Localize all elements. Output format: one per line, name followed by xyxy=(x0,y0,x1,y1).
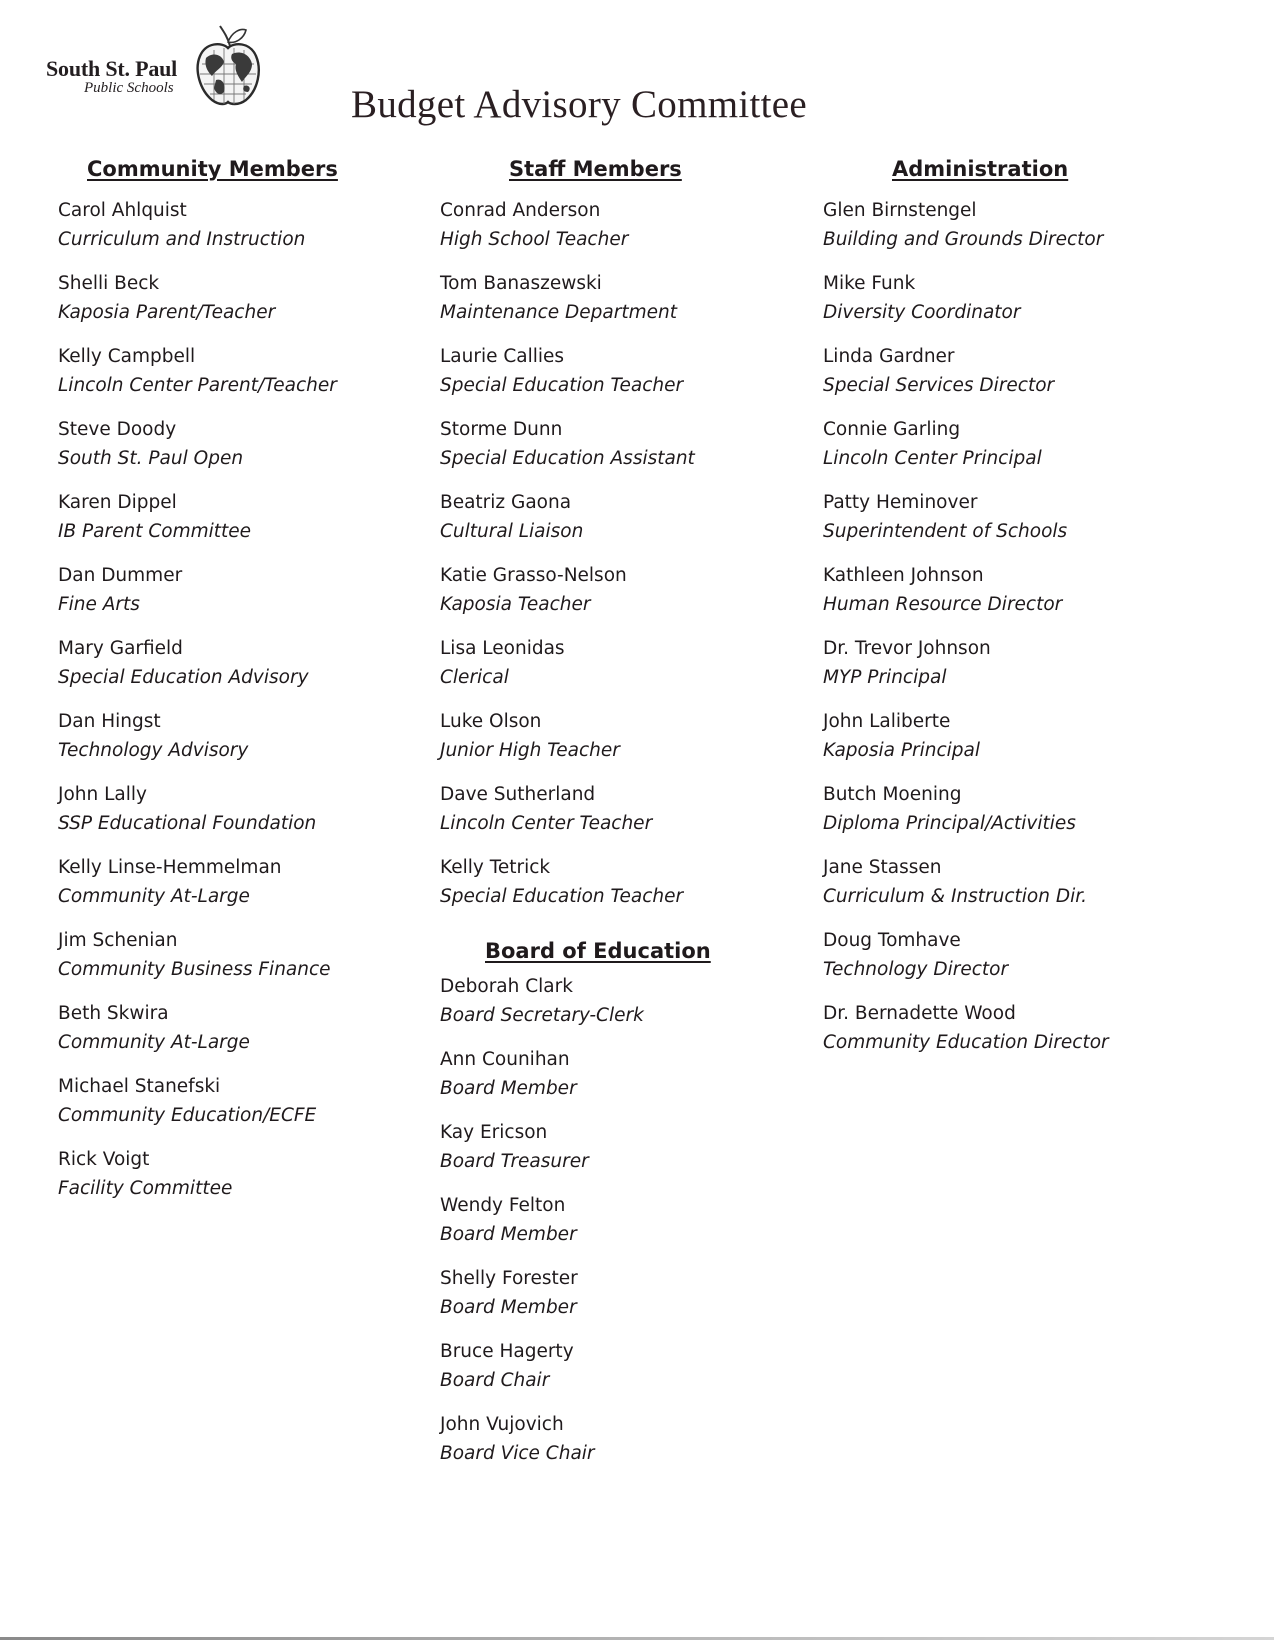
member-role: Special Services Director xyxy=(823,375,1055,396)
member-entry xyxy=(58,1145,418,1218)
member-role: Maintenance Department xyxy=(440,302,677,323)
member-role: Fine Arts xyxy=(58,594,140,615)
member-role: Community At-Large xyxy=(58,886,250,907)
member-entry xyxy=(440,561,800,634)
member-entry xyxy=(58,1072,418,1145)
member-entry xyxy=(440,196,800,269)
community-members-list xyxy=(58,196,418,1218)
member-role: Lincoln Center Teacher xyxy=(440,813,653,834)
member-name: Carol Ahlquist xyxy=(58,200,187,221)
member-role: Superintendent of Schools xyxy=(823,521,1068,542)
member-name: Beth Skwira xyxy=(58,1003,169,1024)
member-entry xyxy=(823,926,1243,999)
member-entry xyxy=(58,196,418,269)
administration-heading: Administration xyxy=(892,157,1069,181)
member-role: Board Member xyxy=(440,1224,577,1245)
member-role: Lincoln Center Principal xyxy=(823,448,1042,469)
member-entry xyxy=(823,415,1243,488)
member-name: Mike Funk xyxy=(823,273,916,294)
member-name: Kelly Tetrick xyxy=(440,857,551,878)
logo-district-subtitle: Public Schools xyxy=(84,80,174,96)
member-role: Community Education/ECFE xyxy=(58,1105,317,1126)
page-bottom-rule xyxy=(0,1637,1274,1640)
member-role: Special Education Teacher xyxy=(440,886,684,907)
board-of-education-list xyxy=(440,972,800,1483)
member-name: Connie Garling xyxy=(823,419,961,440)
member-name: Steve Doody xyxy=(58,419,177,440)
member-name: Dan Hingst xyxy=(58,711,161,732)
member-role: Diploma Principal/Activities xyxy=(823,813,1076,834)
member-role: Board Secretary-Clerk xyxy=(440,1005,644,1026)
member-role: Cultural Liaison xyxy=(440,521,584,542)
member-entry xyxy=(823,999,1243,1072)
member-entry xyxy=(58,342,418,415)
member-role: Board Vice Chair xyxy=(440,1443,595,1464)
member-name: Laurie Callies xyxy=(440,346,565,367)
staff-members-column xyxy=(440,152,800,1483)
member-name: Bruce Hagerty xyxy=(440,1341,574,1362)
member-name: Patty Heminover xyxy=(823,492,978,513)
member-name: Dan Dummer xyxy=(58,565,183,586)
member-name: Deborah Clark xyxy=(440,976,573,997)
member-name: Dr. Bernadette Wood xyxy=(823,1003,1016,1024)
member-entry xyxy=(440,269,800,342)
member-role: Lincoln Center Parent/Teacher xyxy=(58,375,337,396)
member-entry xyxy=(440,1264,800,1337)
member-name: Katie Grasso-Nelson xyxy=(440,565,627,586)
member-name: Wendy Felton xyxy=(440,1195,566,1216)
member-role: Clerical xyxy=(440,667,509,688)
member-name: Kelly Campbell xyxy=(58,346,196,367)
member-role: Human Resource Director xyxy=(823,594,1063,615)
member-name: Storme Dunn xyxy=(440,419,563,440)
member-name: Doug Tomhave xyxy=(823,930,961,951)
member-role: MYP Principal xyxy=(823,667,947,688)
member-name: Tom Banaszewski xyxy=(440,273,602,294)
member-role: Community At-Large xyxy=(58,1032,250,1053)
member-role: Kaposia Parent/Teacher xyxy=(58,302,276,323)
member-entry xyxy=(823,488,1243,561)
member-entry xyxy=(58,926,418,999)
member-role: Special Education Assistant xyxy=(440,448,695,469)
member-entry xyxy=(58,853,418,926)
member-role: South St. Paul Open xyxy=(58,448,244,469)
member-role: Board Treasurer xyxy=(440,1151,589,1172)
member-name: Dave Sutherland xyxy=(440,784,596,805)
administration-column xyxy=(823,152,1243,1072)
member-name: Glen Birnstengel xyxy=(823,200,977,221)
member-entry xyxy=(58,634,418,707)
member-entry xyxy=(823,707,1243,780)
member-entry xyxy=(823,342,1243,415)
member-name: Kathleen Johnson xyxy=(823,565,984,586)
member-role: Diversity Coordinator xyxy=(823,302,1021,323)
member-role: Board Member xyxy=(440,1078,577,1099)
member-name: Kelly Linse-Hemmelman xyxy=(58,857,282,878)
page-title: Budget Advisory Committee xyxy=(351,83,807,126)
member-name: John Vujovich xyxy=(440,1414,564,1435)
board-of-education-heading: Board of Education xyxy=(485,939,711,963)
member-name: Ann Counihan xyxy=(440,1049,570,1070)
member-entry xyxy=(823,780,1243,853)
member-entry xyxy=(440,488,800,561)
member-name: Shelli Beck xyxy=(58,273,160,294)
member-role: Board Chair xyxy=(440,1370,550,1391)
member-name: Linda Gardner xyxy=(823,346,955,367)
member-entry xyxy=(823,853,1243,926)
member-name: Kay Ericson xyxy=(440,1122,548,1143)
member-role: Curriculum and Instruction xyxy=(58,229,306,250)
member-entry xyxy=(440,780,800,853)
member-role: Technology Advisory xyxy=(58,740,249,761)
member-role: Curriculum & Instruction Dir. xyxy=(823,886,1088,907)
logo-district-name: South St. Paul xyxy=(46,56,178,81)
member-entry xyxy=(58,780,418,853)
member-name: Mary Garfield xyxy=(58,638,183,659)
staff-members-list xyxy=(440,196,800,926)
member-entry xyxy=(440,342,800,415)
member-role: IB Parent Committee xyxy=(58,521,252,542)
member-role: SSP Educational Foundation xyxy=(58,813,317,834)
administration-list xyxy=(823,196,1243,1072)
member-role: Community Business Finance xyxy=(58,959,331,980)
member-entry xyxy=(58,561,418,634)
member-entry xyxy=(440,972,800,1045)
member-role: Technology Director xyxy=(823,959,1009,980)
member-entry xyxy=(58,707,418,780)
member-name: Beatriz Gaona xyxy=(440,492,572,513)
member-entry xyxy=(440,1410,800,1483)
apple-globe-icon xyxy=(192,24,264,110)
member-name: Dr. Trevor Johnson xyxy=(823,638,991,659)
member-entry xyxy=(58,415,418,488)
member-entry xyxy=(58,999,418,1072)
member-name: Rick Voigt xyxy=(58,1149,150,1170)
community-members-heading: Community Members xyxy=(87,157,338,181)
member-name: Butch Moening xyxy=(823,784,962,805)
member-name: John Lally xyxy=(58,784,147,805)
member-entry xyxy=(440,415,800,488)
member-role: Kaposia Principal xyxy=(823,740,981,761)
member-entry xyxy=(440,1045,800,1118)
member-role: Special Education Advisory xyxy=(58,667,309,688)
member-name: Lisa Leonidas xyxy=(440,638,565,659)
member-entry xyxy=(440,1191,800,1264)
member-role: High School Teacher xyxy=(440,229,629,250)
member-name: Karen Dippel xyxy=(58,492,177,513)
member-name: Luke Olson xyxy=(440,711,542,732)
member-name: Conrad Anderson xyxy=(440,200,601,221)
member-entry xyxy=(823,269,1243,342)
member-name: Jim Schenian xyxy=(58,930,178,951)
member-entry xyxy=(440,634,800,707)
member-role: Board Member xyxy=(440,1297,577,1318)
member-entry xyxy=(440,1118,800,1191)
member-role: Building and Grounds Director xyxy=(823,229,1104,250)
member-role: Special Education Teacher xyxy=(440,375,684,396)
district-logo xyxy=(46,24,266,110)
member-entry xyxy=(823,196,1243,269)
member-role: Junior High Teacher xyxy=(440,740,620,761)
community-members-column xyxy=(58,152,418,1218)
staff-members-heading: Staff Members xyxy=(509,157,682,181)
member-entry xyxy=(58,488,418,561)
member-name: Michael Stanefski xyxy=(58,1076,221,1097)
member-entry xyxy=(440,1337,800,1410)
member-name: Jane Stassen xyxy=(823,857,942,878)
member-role: Kaposia Teacher xyxy=(440,594,591,615)
member-entry xyxy=(440,707,800,780)
member-role: Facility Committee xyxy=(58,1178,233,1199)
member-entry xyxy=(58,269,418,342)
member-name: Shelly Forester xyxy=(440,1268,578,1289)
member-role: Community Education Director xyxy=(823,1032,1109,1053)
member-entry xyxy=(823,634,1243,707)
member-entry xyxy=(823,561,1243,634)
member-entry xyxy=(440,853,800,926)
member-name: John Laliberte xyxy=(823,711,951,732)
